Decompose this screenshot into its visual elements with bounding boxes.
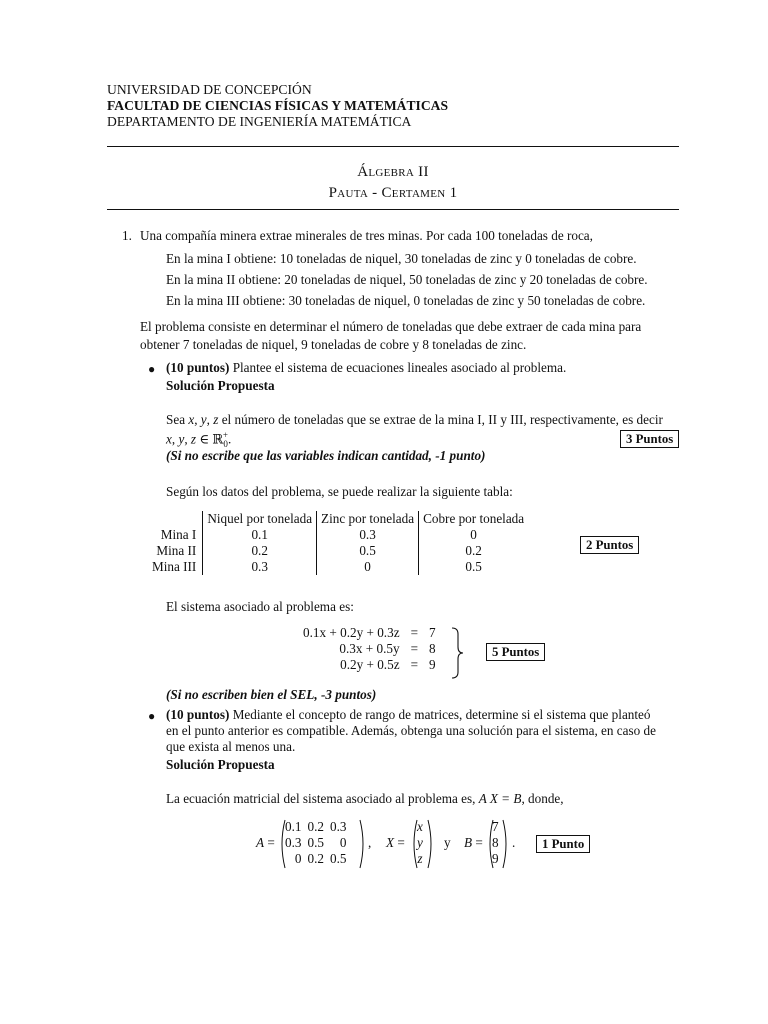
table-row bbox=[148, 527, 528, 543]
part1-question: (10 puntos) Plantee el sistema de ecuaciones lineales asociado al problema. bbox=[166, 360, 567, 375]
vector-cell: 7 bbox=[492, 819, 499, 834]
problem-intro: Una compañía minera extrae minerales de tres minas. Por cada 100 toneladas de roca, bbox=[140, 228, 593, 243]
table-cell: 0.3 bbox=[203, 559, 317, 575]
matrix-cell: 0 bbox=[294, 851, 302, 866]
vector-x-label: X = bbox=[386, 835, 405, 850]
faculty-name: FACULTAD DE CIENCIAS FÍSICAS Y MATEMÁTICAS bbox=[107, 98, 449, 113]
right-brace-icon bbox=[450, 627, 464, 679]
matrix-cell: 0.1 bbox=[285, 819, 302, 834]
vector-cell: z bbox=[417, 851, 423, 866]
variables-domain: x, y, z ∈ ℝ$_0$+. bbox=[166, 430, 232, 450]
system-lhs: 0.2y + 0.5z bbox=[340, 657, 400, 672]
matrix-period: . bbox=[512, 835, 516, 850]
bullet-icon: ● bbox=[148, 362, 156, 376]
matrix-cell: 0.2 bbox=[307, 851, 324, 866]
mining-data-table bbox=[148, 511, 528, 575]
vector-cell: 8 bbox=[492, 835, 499, 850]
system-lhs: 0.1x + 0.2y + 0.3z bbox=[303, 625, 400, 640]
right-paren-icon bbox=[359, 819, 367, 869]
matrix-a-label: A = bbox=[256, 835, 275, 850]
statement-line-1: El problema consiste en determinar el número de toneladas que debe extraer de cada mina para bbox=[140, 319, 642, 334]
part2-question-line-2: en el punto anterior es compatible. Además, obtenga una solución para el sistema, en caso de bbox=[166, 723, 656, 738]
table-cell: 0 bbox=[317, 559, 419, 575]
table-row bbox=[148, 543, 528, 559]
part2-question-line-1: (10 puntos) Mediante el concepto de rango de matrices, determine si el sistema que planteó bbox=[166, 707, 651, 722]
system-row bbox=[300, 641, 439, 657]
part2-question-line-3: que exista al menos una. bbox=[166, 739, 296, 754]
vector-x bbox=[415, 819, 425, 867]
university-name: UNIVERSIDAD DE CONCEPCIÓN bbox=[107, 82, 312, 97]
system-rhs: 9 bbox=[429, 657, 436, 672]
table-header-cell: Cobre por tonelada bbox=[419, 511, 529, 527]
table-row bbox=[148, 559, 528, 575]
matrix-a bbox=[282, 819, 349, 867]
right-paren-icon bbox=[427, 819, 435, 869]
linear-system bbox=[300, 625, 439, 673]
mine-line-1: En la mina I obtiene: 10 toneladas de niquel, 30 toneladas de zinc y 0 toneladas de cobre. bbox=[166, 251, 637, 266]
system-eq: = bbox=[410, 641, 418, 656]
variables-definition: Sea x, y, z el número de toneladas que se extrae de la mina I, II y III, respectivamente, es decir bbox=[166, 412, 663, 427]
matrix-comma: , bbox=[368, 835, 372, 850]
matrix-cell: 0 bbox=[339, 835, 347, 850]
table-row-label: Mina II bbox=[156, 543, 197, 558]
part1-solution-label: Solución Propuesta bbox=[166, 378, 275, 393]
table-row-label: Mina I bbox=[160, 527, 197, 542]
note-variables: (Si no escribe que las variables indican cantidad, -1 punto) bbox=[166, 448, 486, 463]
score-box-system: 5 Puntos bbox=[486, 643, 545, 661]
matrix-cell: 0.5 bbox=[307, 835, 324, 850]
matrix-row bbox=[282, 851, 349, 867]
table-cell: 0.5 bbox=[419, 559, 529, 575]
table-cell: 0.3 bbox=[317, 527, 419, 543]
bullet-icon: ● bbox=[148, 709, 156, 723]
system-row bbox=[300, 657, 439, 673]
table-intro: Según los datos del problema, se puede realizar la siguiente tabla: bbox=[166, 484, 513, 499]
department-name: DEPARTAMENTO DE INGENIERÍA MATEMÁTICA bbox=[107, 114, 412, 129]
table-header-row bbox=[148, 511, 528, 527]
table-cell: 0.5 bbox=[317, 543, 419, 559]
statement-line-2: obtener 7 toneladas de niquel, 9 toneladas de cobre y 8 toneladas de zinc. bbox=[140, 337, 527, 352]
score-box-table: 2 Puntos bbox=[580, 536, 639, 554]
matrix-intro: La ecuación matricial del sistema asociado al problema es, A X = B, donde, bbox=[166, 791, 564, 806]
part2-solution-label: Solución Propuesta bbox=[166, 757, 275, 772]
vector-cell: y bbox=[417, 835, 423, 850]
vector-cell: 9 bbox=[492, 851, 499, 866]
matrix-row bbox=[282, 819, 349, 835]
vector-b-label: B = bbox=[464, 835, 483, 850]
table-cell: 0.1 bbox=[203, 527, 317, 543]
exam-title: Pauta - Certamen 1 bbox=[328, 185, 458, 201]
mine-line-3: En la mina III obtiene: 30 toneladas de niquel, 0 toneladas de zinc y 50 toneladas de cobre. bbox=[166, 293, 646, 308]
vector-b bbox=[490, 819, 501, 867]
system-row bbox=[300, 625, 439, 641]
right-paren-icon bbox=[502, 819, 510, 869]
document-header bbox=[107, 82, 448, 130]
system-eq: = bbox=[410, 657, 418, 672]
table-cell: 0 bbox=[419, 527, 529, 543]
table-cell: 0.2 bbox=[203, 543, 317, 559]
table-row-label: Mina III bbox=[152, 559, 197, 574]
matrix-row bbox=[282, 835, 349, 851]
title-rule bbox=[107, 209, 679, 210]
table-header-cell: Niquel por tonelada bbox=[203, 511, 317, 527]
table-cell: 0.2 bbox=[419, 543, 529, 559]
matrix-cell: 0.3 bbox=[329, 819, 347, 834]
table-header-cell: Zinc por tonelada bbox=[317, 511, 419, 527]
problem-number: 1. bbox=[122, 228, 132, 243]
system-eq: = bbox=[410, 625, 418, 640]
system-lhs: 0.3x + 0.5y bbox=[339, 641, 400, 656]
score-box-vars: 3 Puntos bbox=[620, 430, 679, 448]
matrix-cell: 0.2 bbox=[307, 819, 324, 834]
mine-line-2: En la mina II obtiene: 20 toneladas de niquel, 50 toneladas de zinc y 20 toneladas de cobre. bbox=[166, 272, 648, 287]
and-word: y bbox=[444, 835, 451, 850]
top-rule bbox=[107, 146, 679, 147]
table-header-cell bbox=[148, 511, 203, 527]
system-rhs: 7 bbox=[429, 625, 436, 640]
matrix-cell: 0.3 bbox=[285, 835, 302, 850]
vector-cell: x bbox=[417, 819, 423, 834]
system-intro: El sistema asociado al problema es: bbox=[166, 599, 354, 614]
score-box-matrix: 1 Punto bbox=[536, 835, 590, 853]
system-rhs: 8 bbox=[429, 641, 436, 656]
note-system: (Si no escriben bien el SEL, -3 puntos) bbox=[166, 687, 377, 702]
matrix-cell: 0.5 bbox=[329, 851, 347, 866]
course-title: Álgebra II bbox=[357, 164, 429, 180]
